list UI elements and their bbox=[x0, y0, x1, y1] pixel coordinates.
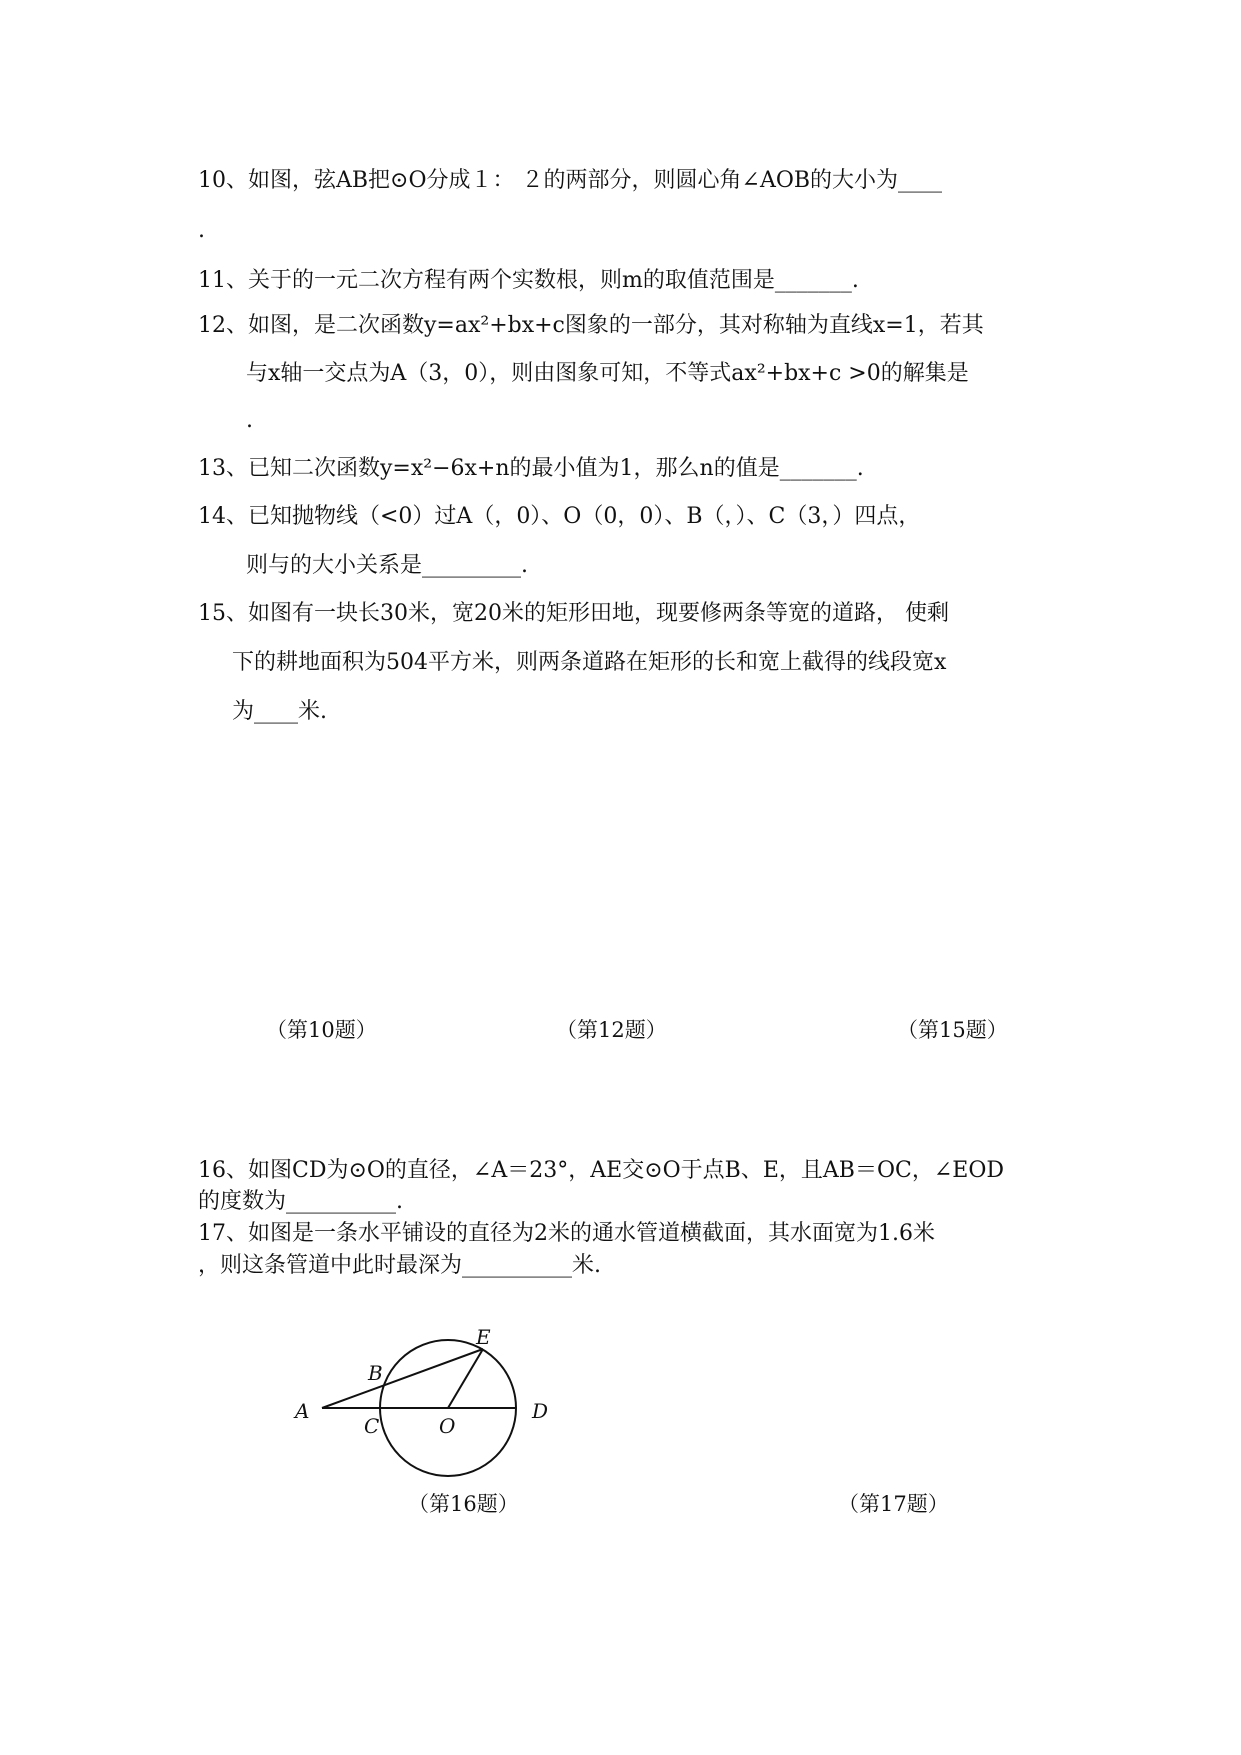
caption-q16: （第16题） bbox=[408, 1492, 519, 1516]
caption-q12: （第12题） bbox=[556, 1018, 667, 1042]
caption-q17: （第17题） bbox=[838, 1492, 949, 1516]
q10-text-cont: . bbox=[198, 218, 205, 243]
q15-text: 15、如图有一块长30米，宽20米的矩形田地，现要修两条等宽的道路， 使剩 bbox=[198, 601, 949, 626]
line-oe bbox=[448, 1349, 483, 1408]
q13-text: 13、已知二次函数y=x²−6x+n的最小值为1，那么n的值是_______. bbox=[198, 456, 864, 481]
q15-text-cont2: 为____米. bbox=[232, 699, 327, 724]
caption-q15: （第15题） bbox=[897, 1018, 1008, 1042]
q14-text: 14、已知抛物线（<0）过A（，0）、O（0，0）、B（，）、C（3，）四点， bbox=[198, 504, 921, 529]
q12-text-cont: 与x轴一交点为A（3，0），则由图象可知，不等式ax²+bx+c >0的解集是 bbox=[246, 361, 969, 386]
q16-text-cont: 的度数为__________. bbox=[198, 1189, 403, 1214]
q12-text: 12、如图，是二次函数y=ax²+bx+c图象的一部分，其对称轴为直线x=1，若其 bbox=[198, 313, 984, 338]
q17-text-cont: ，则这条管道中此时最深为__________米. bbox=[198, 1253, 601, 1278]
label-d: D bbox=[532, 1399, 549, 1423]
circle-diagram bbox=[280, 1318, 570, 1483]
q12-text-cont2: . bbox=[246, 408, 253, 433]
label-o: O bbox=[439, 1414, 456, 1438]
caption-q10: （第10题） bbox=[266, 1018, 377, 1042]
q16-text: 16、如图CD为⊙O的直径，∠A＝23°，AE交⊙O于点B、E，且AB＝OC，∠EOD bbox=[198, 1158, 1004, 1183]
label-a: A bbox=[295, 1399, 310, 1423]
label-b: B bbox=[368, 1361, 383, 1385]
label-c: C bbox=[364, 1414, 380, 1438]
q17-text: 17、如图是一条水平铺设的直径为2米的通水管道横截面，其水面宽为1.6米 bbox=[198, 1221, 935, 1246]
q10-text: 10、如图，弦AB把⊙O分成１： ２的两部分，则圆心角∠AOB的大小为____ bbox=[198, 168, 943, 193]
q14-text-cont: 则与的大小关系是_________. bbox=[246, 553, 528, 578]
figure-q16 bbox=[280, 1318, 570, 1483]
label-e: E bbox=[476, 1325, 491, 1349]
q15-text-cont: 下的耕地面积为504平方米，则两条道路在矩形的长和宽上截得的线段宽x bbox=[232, 650, 947, 675]
q11-text: 11、关于的一元二次方程有两个实数根，则m的取值范围是_______. bbox=[198, 268, 859, 293]
